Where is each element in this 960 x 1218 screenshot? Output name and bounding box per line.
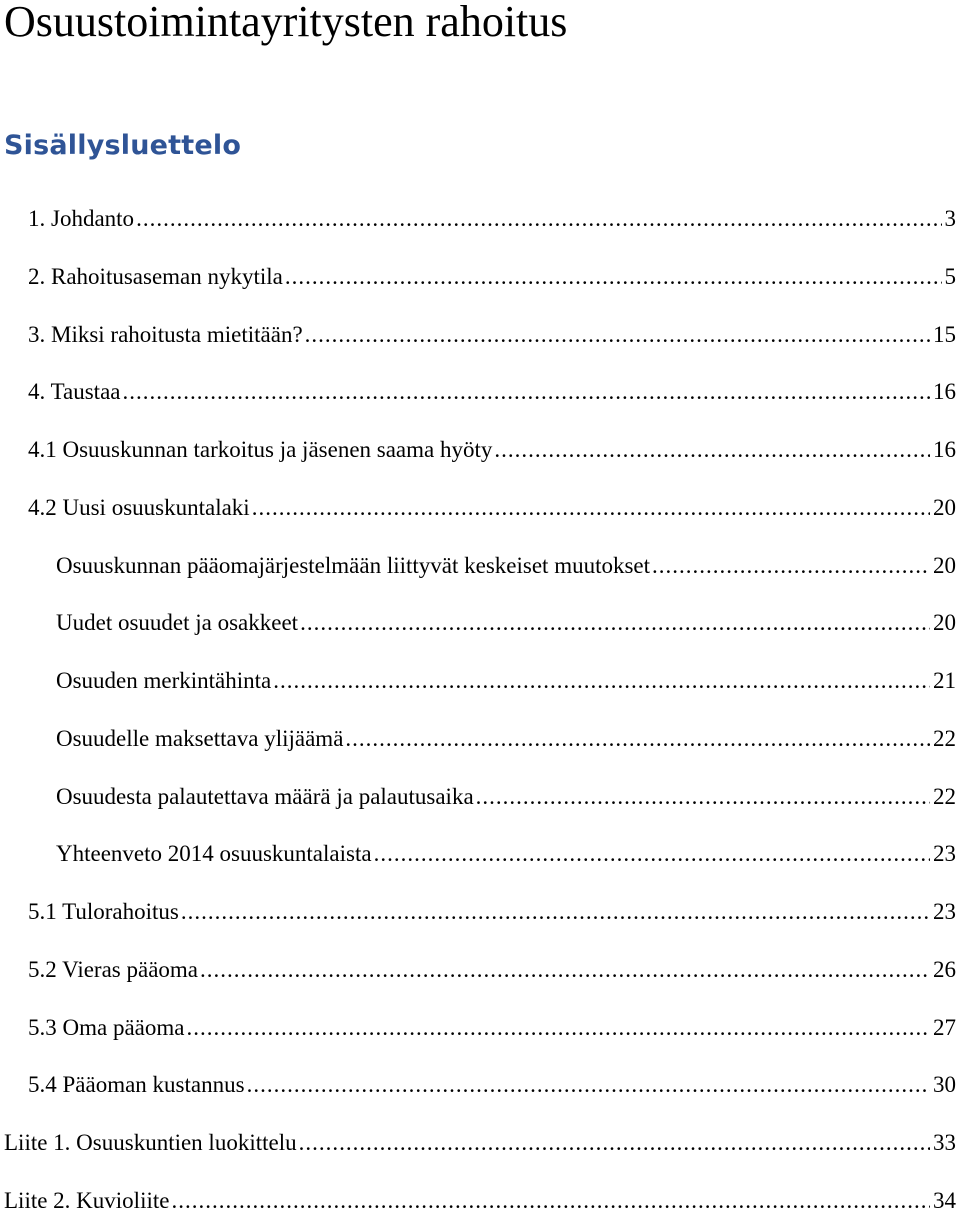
toc-entry[interactable] [28,375,956,409]
toc-entry-label: 5.4 Pääoman kustannus [28,1072,245,1097]
toc-entry-label: Osuudelle maksettava ylijäämä [56,726,344,751]
toc-page-number: 22 [933,726,956,751]
toc-entry[interactable] [56,606,956,640]
toc-entry-label: 1. Johdanto [28,206,135,231]
toc-entry-label: 4.1 Osuuskunnan tarkoitus ja jäsenen saama hyöty [28,437,493,462]
toc-entry[interactable] [28,318,956,352]
toc-entry-label: Yhteenveto 2014 osuuskuntalaista [56,841,372,866]
toc-page-number: 3 [944,206,956,231]
toc-heading: Sisällysluettelo [4,130,242,161]
toc-page-number: 21 [933,668,956,693]
toc-entry[interactable] [28,260,956,294]
toc-entry[interactable] [28,491,956,525]
toc-dot-leader [305,318,930,352]
toc-entry-label: 3. Miksi rahoitusta mietitään? [28,322,303,347]
toc-dot-leader [123,375,931,409]
toc-dot-leader [247,1068,930,1102]
toc-entry[interactable] [28,895,956,929]
toc-entry-label: Osuuskunnan pääomajärjestelmään liittyvät keskeiset muutokset [56,553,651,578]
toc-dot-leader [299,1126,930,1160]
toc-dot-leader [476,780,930,814]
toc-entry[interactable] [28,433,956,467]
toc-entry[interactable] [56,664,956,698]
toc-page-number: 33 [933,1130,956,1155]
toc-entry[interactable] [28,1011,956,1045]
toc-page-number: 5 [944,264,956,289]
toc-dot-leader [374,837,930,871]
toc-dot-leader [186,1011,930,1045]
toc-entry[interactable] [28,202,956,236]
toc-page-number: 15 [933,322,956,347]
toc-entry[interactable] [56,549,956,583]
toc-page-number: 16 [933,379,956,404]
toc-entry-label: Osuuden merkintähinta [56,668,272,693]
toc-dot-leader [273,664,930,698]
toc-dot-leader [181,895,930,929]
toc-entry[interactable] [28,953,956,987]
toc-entry-label: 2. Rahoitusaseman nykytila [28,264,283,289]
toc-page-number: 23 [933,899,956,924]
toc-entry[interactable] [4,1126,956,1160]
toc-dot-leader [300,606,930,640]
document-title: Osuustoimintayritysten rahoitus [4,0,568,46]
toc-dot-leader [200,953,930,987]
toc-dot-leader [652,549,930,583]
toc-entry[interactable] [4,1184,956,1218]
toc-page-number: 20 [933,495,956,520]
toc-entry-label: Liite 2. Kuvioliite [4,1188,170,1213]
toc-page-number: 34 [933,1188,956,1213]
toc-dot-leader [285,260,942,294]
toc-entry[interactable] [56,837,956,871]
toc-entry-label: 4.2 Uusi osuuskuntalaki [28,495,250,520]
toc-dot-leader [252,491,930,525]
toc-entry-label: Liite 1. Osuuskuntien luokittelu [4,1130,297,1155]
toc-page-number: 26 [933,957,956,982]
toc-page-number: 23 [933,841,956,866]
toc-entry-label: 5.2 Vieras pääoma [28,957,198,982]
toc-entry[interactable] [56,780,956,814]
toc-dot-leader [136,202,941,236]
toc-dot-leader [345,722,930,756]
toc-page-number: 30 [933,1072,956,1097]
toc-entry-label: Osuudesta palautettava määrä ja palautusaika [56,784,474,809]
toc-page-number: 27 [933,1015,956,1040]
toc-entry[interactable] [56,722,956,756]
toc-page-number: 20 [933,553,956,578]
toc-entry-label: 5.3 Oma pääoma [28,1015,185,1040]
toc-entry-label: 4. Taustaa [28,379,121,404]
toc-page-number: 20 [933,610,956,635]
toc-dot-leader [171,1184,930,1218]
toc-page-number: 22 [933,784,956,809]
toc-entry[interactable] [28,1068,956,1102]
toc-page-number: 16 [933,437,956,462]
toc-dot-leader [494,433,930,467]
toc-entry-label: Uudet osuudet ja osakkeet [56,610,299,635]
toc-entry-label: 5.1 Tulorahoitus [28,899,179,924]
